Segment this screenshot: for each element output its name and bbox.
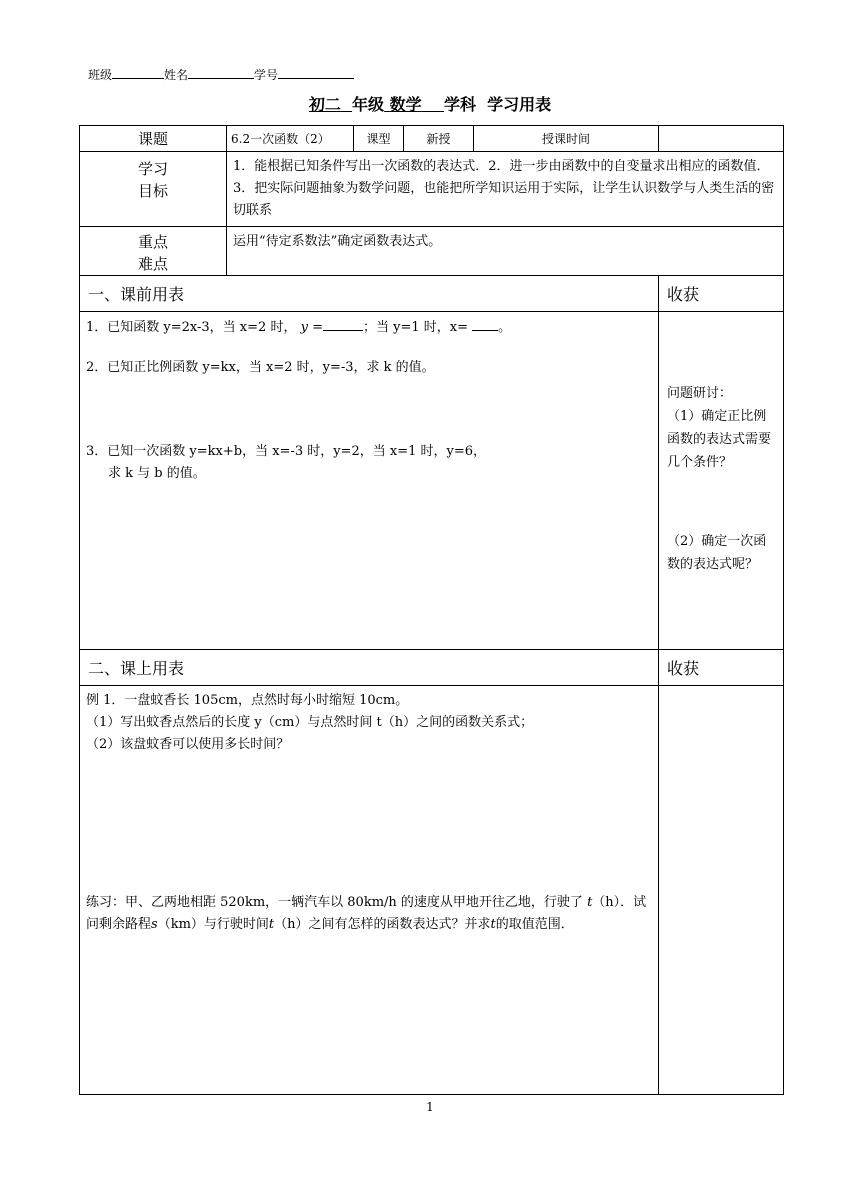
teaching-time-label: 授课时间 <box>474 126 659 152</box>
goals-row <box>80 152 784 227</box>
name-blank[interactable] <box>188 66 254 79</box>
student-info-line <box>88 66 354 83</box>
goals-label: 学习 目标 <box>80 152 227 227</box>
discussion-heading: 问题研讨： <box>667 386 733 401</box>
example-1-line1: 例 1．一盘蚊香长 105cm，点然时每小时缩短 10cm。 <box>86 693 409 708</box>
question-1: 1．已知函数 y=2x-3，当 x=2 时， y = ；当 y=1 时，x= 。 <box>86 316 652 339</box>
discussion-question-2: （2）确定一次函数的表达式呢？ <box>667 534 767 572</box>
topic-value: 6.2一次函数（2） <box>227 126 354 152</box>
lesson-type-label: 课型 <box>354 126 404 152</box>
key-points-text: 运用“待定系数法”确定函数表达式。 <box>227 227 784 276</box>
student-id-label: 学号 <box>254 68 279 82</box>
answer-blank-x[interactable] <box>472 316 498 331</box>
section2-gain-label: 收获 <box>659 650 784 686</box>
title-tail: 学习用表 <box>487 95 552 114</box>
goals-text: 1．能根据已知条件写出一次函数的表达式．2．进一步由函数中的自变量求出相应的函数值．3．把实际问题抽象为数学问题，也能把所学知识运用于实际，让学生认识数学与人类生活的密切联系 <box>227 152 784 227</box>
title-subject: 数学 <box>389 95 422 114</box>
answer-blank-y[interactable] <box>323 316 363 331</box>
title-subject-suffix: 学科 <box>443 95 476 114</box>
page-number: 1 <box>426 1100 434 1114</box>
lesson-type-value: 新授 <box>404 126 474 152</box>
title-grade-suffix: 年级 <box>352 95 385 114</box>
class-label: 班级 <box>88 68 113 82</box>
teaching-time-value[interactable] <box>659 126 784 152</box>
student-id-blank[interactable] <box>278 66 354 79</box>
class-blank[interactable] <box>112 66 164 79</box>
section1-questions <box>80 312 659 650</box>
section1-gain-label: 收获 <box>659 276 784 312</box>
key-points-label: 重点 难点 <box>80 227 227 276</box>
title-grade: 初二 <box>308 95 341 114</box>
key-points-row <box>80 227 784 276</box>
section2-gain-notes[interactable] <box>659 686 784 1095</box>
example-1-part1: （1）写出蚊香点然后的长度 y（cm）与点然时间 t（h）之间的函数关系式； <box>86 715 534 730</box>
section1-title: 一、课前用表 <box>80 276 659 312</box>
question-3: 3．已知一次函数 y=kx+b，当 x=-3 时，y=2，当 x=1 时，y=6， 求 k 与 b 的值。 <box>86 444 486 481</box>
section2-header-row <box>80 650 784 686</box>
page-title <box>0 92 860 115</box>
example-1-part2: （2）该盘蚊香可以使用多长时间？ <box>86 737 290 752</box>
info-row <box>80 126 784 152</box>
section2-content <box>80 686 659 1095</box>
discussion-question-1: （1）确定正比例函数的表达式需要几个条件？ <box>667 409 772 470</box>
name-label: 姓名 <box>164 68 189 82</box>
lesson-table <box>79 125 784 1095</box>
practice-problem: 练习：甲、乙两地相距 520km，一辆汽车以 80km/h 的速度从甲地开往乙地，行驶了 t（h）．试问剩余路程s（km）与行驶时间t（h）之间有怎样的函数表达式？并求t的取值范围． <box>86 895 647 932</box>
section2-body-row <box>80 686 784 1095</box>
section1-gain-notes <box>659 312 784 650</box>
section1-header-row <box>80 276 784 312</box>
topic-label: 课题 <box>80 126 227 152</box>
question-2: 2．已知正比例函数 y=kx，当 x=2 时，y=-3，求 k 的值。 <box>86 360 435 375</box>
section2-title: 二、课上用表 <box>80 650 659 686</box>
section1-body-row <box>80 312 784 650</box>
